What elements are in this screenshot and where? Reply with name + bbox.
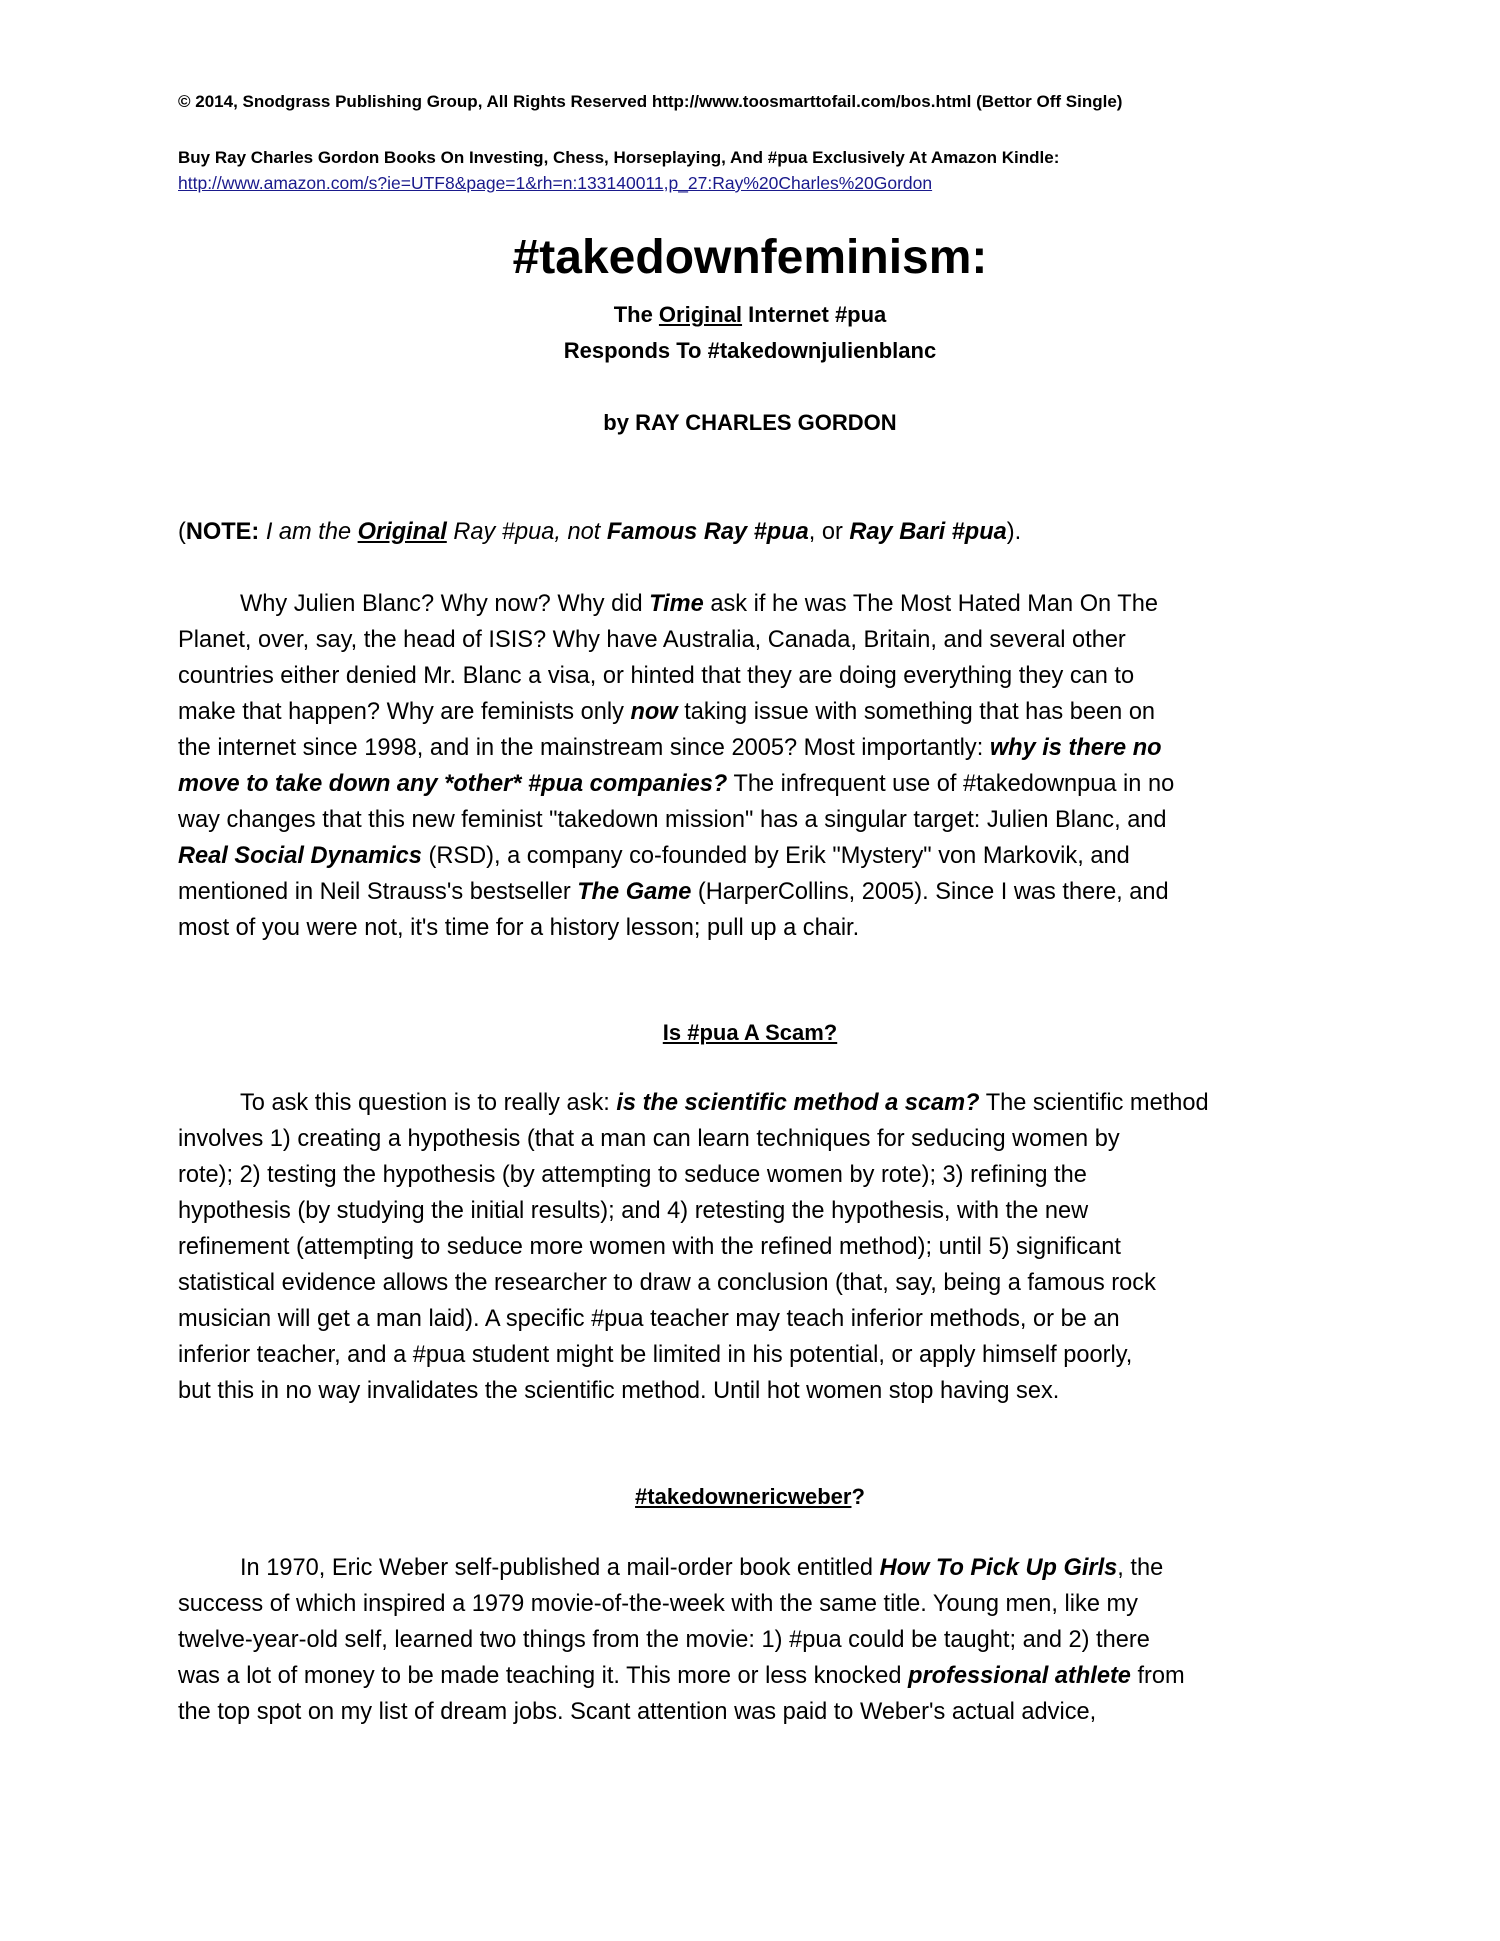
- section-heading-mark: ?: [851, 1484, 865, 1509]
- text-line: twelve-year-old self, learned two things from the movie: 1) #pua could be taught; and 2) there: [178, 1627, 1150, 1653]
- text-run: , the: [1117, 1555, 1164, 1581]
- text-run: mentioned in Neil Strauss's bestseller: [178, 879, 578, 905]
- text-run: (HarperCollins, 2005). Since I was there, and: [691, 879, 1169, 905]
- scam-paragraph: [178, 1085, 1343, 1409]
- note-text-3: , or: [808, 519, 850, 545]
- weber-paragraph: [178, 1550, 1343, 1730]
- text-run: Why Julien Blanc? Why now? Why did: [240, 591, 650, 617]
- subtitle-original: Original: [658, 302, 743, 327]
- subtitle-line-1: [0, 302, 1500, 328]
- text-run: The infrequent use of #takedownpua in no: [727, 771, 1175, 797]
- text-run: from: [1130, 1663, 1185, 1689]
- text-run: taking issue with something that has been on: [677, 699, 1156, 725]
- text-line: countries either denied Mr. Blanc a visa, or hinted that they are doing everything they can to: [178, 663, 1135, 689]
- text-line: rote); 2) testing the hypothesis (by attempting to seduce women by rote); 3) refining the: [178, 1162, 1087, 1188]
- intro-paragraph: [178, 586, 1343, 946]
- text-line: the top spot on my list of dream jobs. Scant attention was paid to Weber's actual advice,: [178, 1699, 1097, 1725]
- text-run: To ask this question is to really ask:: [240, 1090, 617, 1116]
- emphasis-athlete: professional athlete: [908, 1663, 1131, 1689]
- note-close: ).: [1006, 519, 1022, 545]
- text-line: inferior teacher, and a #pua student might be limited in his potential, or apply himself poorly,: [178, 1342, 1133, 1368]
- text-line: refinement (attempting to seduce more women with the refined method); until 5) significant: [178, 1234, 1121, 1260]
- text-run: The scientific method: [979, 1090, 1209, 1116]
- text-line: most of you were not, it's time for a history lesson; pull up a chair.: [178, 915, 860, 941]
- text-run: was a lot of money to be made teaching it. This more or less knocked: [178, 1663, 909, 1689]
- note-text-2: Ray #pua, not: [446, 519, 607, 545]
- note-open: (: [178, 519, 186, 545]
- text-run: (RSD), a company co-founded by Erik "Mystery" von Markovik, and: [421, 843, 1130, 869]
- rsd-name: Real Social Dynamics: [178, 843, 422, 869]
- document-title: #takedownfeminism:: [512, 231, 988, 284]
- text-run: In 1970, Eric Weber self-published a mail-order book entitled: [240, 1555, 880, 1581]
- emphasis-question: move to take down any *other* #pua companies?: [178, 771, 728, 797]
- amazon-link[interactable]: http://www.amazon.com/s?ie=UTF8&page=1&rh=n:133140011,p_27:Ray%20Charles%20Gordon: [178, 173, 933, 193]
- subtitle-line-2: Responds To #takedownjulienblanc: [563, 338, 937, 363]
- text-line: statistical evidence allows the researcher to draw a conclusion (that, say, being a famous rock: [178, 1270, 1156, 1296]
- subtitle-pre: The: [613, 302, 659, 327]
- emphasis-question: is the scientific method a scam?: [616, 1090, 980, 1116]
- emphasis-now: now: [630, 699, 678, 725]
- byline: by RAY CHARLES GORDON: [603, 410, 897, 435]
- section-heading-scam: Is #pua A Scam?: [662, 1020, 838, 1045]
- text-line: success of which inspired a 1979 movie-of-the-week with the same title. Young men, like my: [178, 1591, 1138, 1617]
- text-run: make that happen? Why are feminists only: [178, 699, 631, 725]
- emphasis-question: why is there no: [989, 735, 1162, 761]
- book-title: How To Pick Up Girls: [879, 1555, 1118, 1581]
- text-line: hypothesis (by studying the initial results); and 4) retesting the hypothesis, with the new: [178, 1198, 1089, 1224]
- section-heading-text: #takedownericweber: [635, 1484, 852, 1509]
- note-original: Original: [357, 519, 447, 545]
- note-text-1: I am the: [259, 519, 358, 545]
- note-label: NOTE:: [185, 519, 260, 545]
- section-heading-weber: [0, 1484, 1500, 1510]
- note-famous-ray: Famous Ray #pua: [606, 519, 809, 545]
- text-line: involves 1) creating a hypothesis (that a man can learn techniques for seducing women by: [178, 1126, 1120, 1152]
- text-run: ask if he was The Most Hated Man On The: [703, 591, 1158, 617]
- text-line: musician will get a man laid). A specific #pua teacher may teach inferior methods, or be an: [178, 1306, 1120, 1332]
- text-line: way changes that this new feminist "takedown mission" has a singular target: Julien Blanc, and: [178, 807, 1167, 833]
- subtitle-post: Internet #pua: [742, 302, 887, 327]
- text-line: but this in no way invalidates the scientific method. Until hot women stop having sex.: [178, 1378, 1060, 1404]
- note-ray-bari: Ray Bari #pua: [849, 519, 1007, 545]
- text-run: the internet since 1998, and in the mainstream since 2005? Most importantly:: [178, 735, 990, 761]
- buy-books-line: Buy Ray Charles Gordon Books On Investing, Chess, Horseplaying, And #pua Exclusively At Amazon Kindle:: [178, 148, 1060, 167]
- time-magazine: Time: [649, 591, 704, 617]
- note-paragraph: [178, 514, 1343, 550]
- copyright-line: © 2014, Snodgrass Publishing Group, All Rights Reserved http://www.toosmarttofail.com/bos.html (Bettor Off Single): [178, 92, 1123, 111]
- text-line: Planet, over, say, the head of ISIS? Why have Australia, Canada, Britain, and several other: [178, 627, 1126, 653]
- book-title: The Game: [577, 879, 692, 905]
